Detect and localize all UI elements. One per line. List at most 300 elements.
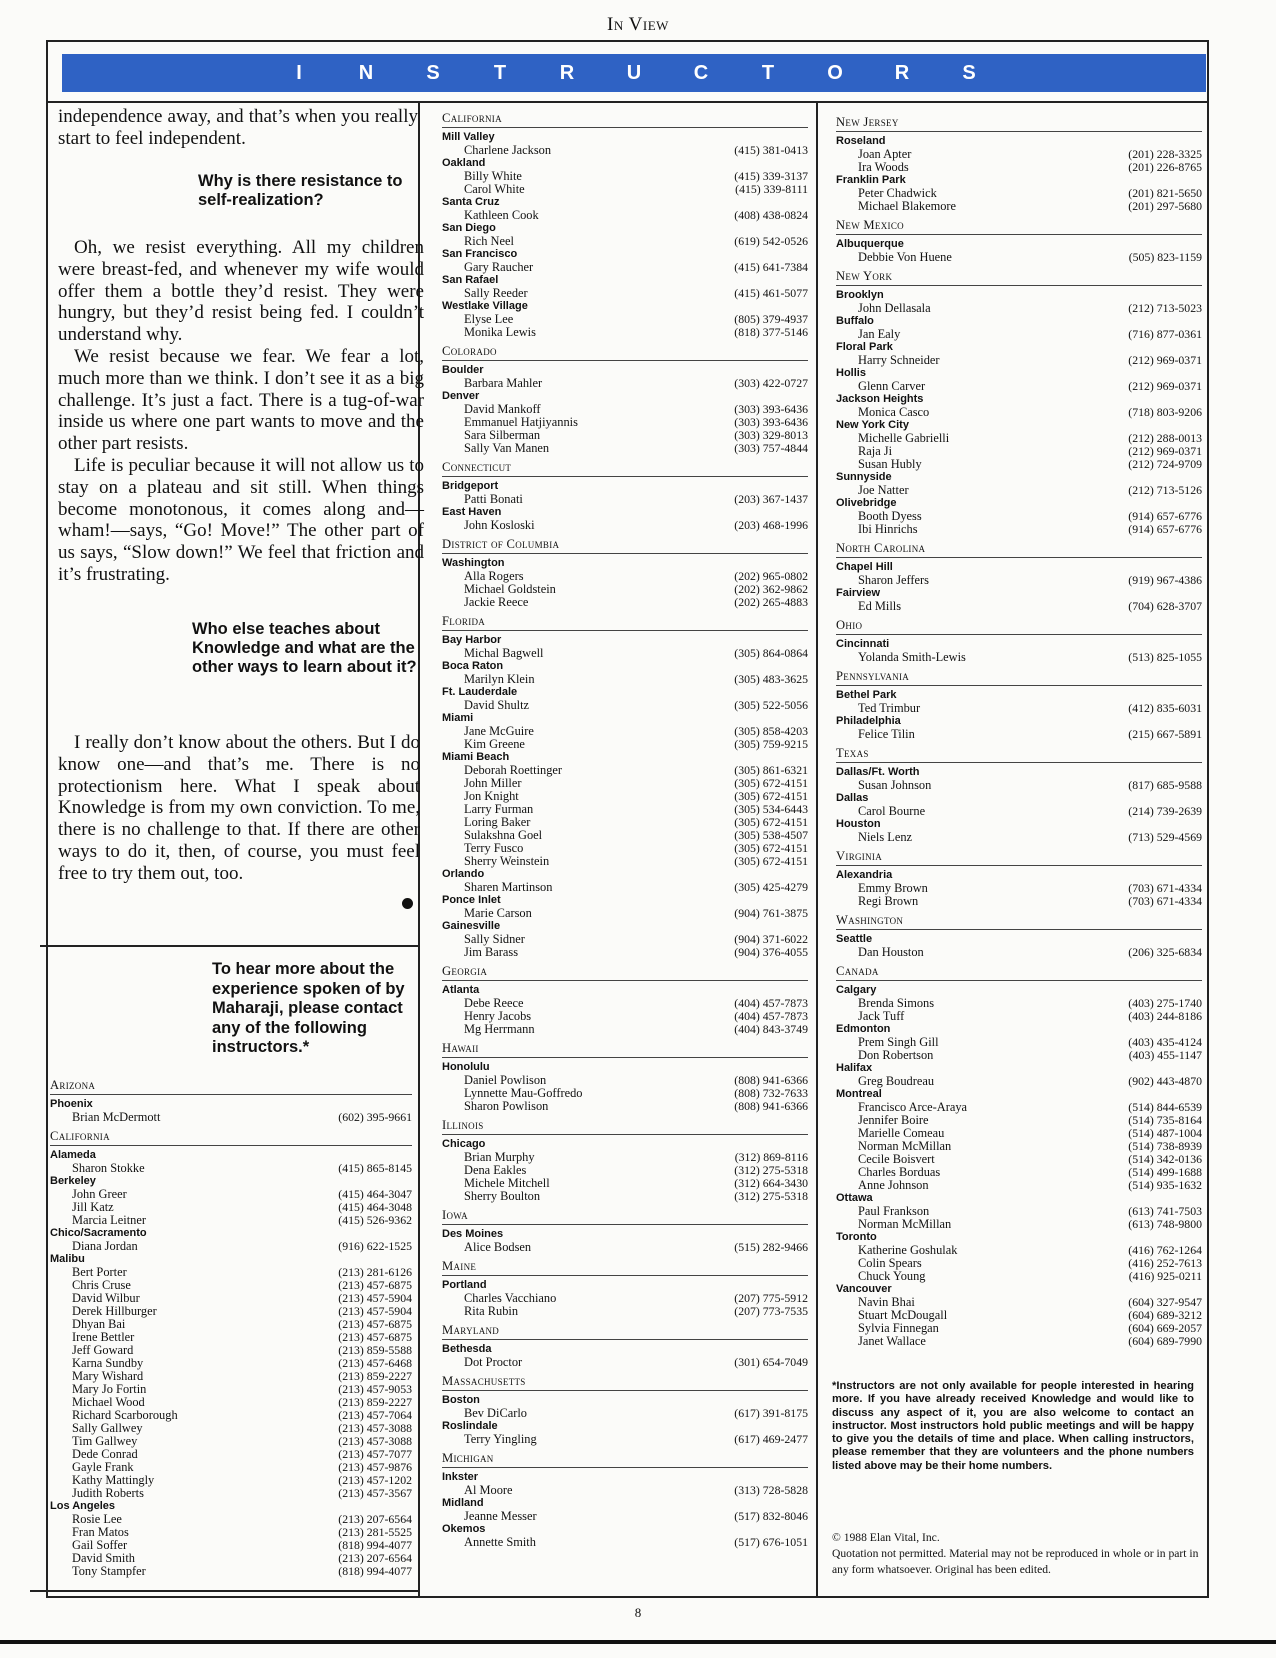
state-heading: California [50,1129,412,1146]
city-heading: Montreal [836,1088,882,1100]
instructor-phone: (305) 858-4203 [734,724,808,738]
instructor-phone: (312) 275-5318 [734,1189,808,1203]
interview-answer [58,732,420,885]
instructor-row [442,261,808,274]
instructor-name: Sharon Jeffers [858,573,929,587]
city-heading: Santa Cruz [442,196,500,208]
city-heading: Dallas/Ft. Worth [836,766,920,778]
city-heading: New York City [836,419,909,431]
city-heading: Albuquerque [836,238,904,250]
instructor-phone: (213) 457-1202 [338,1473,412,1487]
city-heading: Houston [836,818,881,830]
banner-letter: T [493,61,507,84]
instructor-name: Charlene Jackson [464,143,552,157]
instructor-phone: (203) 367-1437 [734,492,808,506]
instructor-name: Michelle Gabrielli [858,431,950,445]
instructor-name: Judith Roberts [72,1486,144,1500]
instructor-phone: (213) 457-5904 [338,1304,412,1318]
instructor-phone: (904) 761-3875 [734,906,808,920]
instructor-name: Al Moore [464,1483,513,1497]
interview-question: Who else teaches about Knowledge and what are the other ways to learn about it? [192,620,417,676]
city-heading: East Haven [442,506,502,518]
instructor-phone: (919) 967-4386 [1128,573,1202,587]
instructor-name: Henry Jacobs [464,1009,532,1023]
city-heading: Halifax [836,1062,873,1074]
instructor-name: Norman McMillan [858,1139,952,1153]
instructor-phone: (602) 395-9661 [338,1110,412,1124]
instructor-phone: (403) 435-4124 [1128,1035,1202,1049]
instructor-phone: (201) 228-3325 [1128,147,1202,161]
instructor-row [442,377,808,390]
instructor-name: Michael Wood [72,1395,145,1409]
instructor-row [442,946,808,959]
instructor-row [442,1433,808,1446]
instructor-phone: (514) 487-1004 [1128,1126,1202,1140]
instructor-name: Ed Mills [858,599,902,613]
instructor-name: Dot Proctor [464,1355,523,1369]
instructor-name: Karna Sundby [72,1356,144,1370]
instructor-phone: (604) 689-7990 [1128,1334,1202,1348]
city-heading: Hollis [836,367,866,379]
instructor-name: Francisco Arce-Araya [858,1100,968,1114]
state-heading: Arizona [50,1078,412,1095]
instructor-name: Patti Bonati [464,492,523,506]
instructor-name: Niels Lenz [858,830,913,844]
instructor-phone: (408) 438-0824 [734,208,808,222]
city-heading: Fairview [836,587,881,599]
copyright-notice [832,1530,1202,1578]
instructor-name: Mary Jo Fortin [72,1382,147,1396]
state-heading: Maryland [442,1323,808,1340]
city-heading: San Francisco [442,248,518,260]
city-heading: Boulder [442,364,484,376]
instructor-phone: (416) 925-0211 [1128,1269,1202,1283]
instructor-name: David Wilbur [72,1291,140,1305]
instructor-row [836,354,1202,367]
interview-paragraph: independence away, and that’s when you really start to feel independent. [58,106,418,149]
instructor-row [50,1111,412,1124]
city-heading: Vancouver [836,1283,892,1295]
instructor-row [50,1240,412,1253]
city-heading: Atlanta [442,984,480,996]
instructor-phone: (213) 859-2227 [338,1369,412,1383]
instructor-phone: (818) 994-4077 [338,1564,412,1578]
city-heading: Midland [442,1497,484,1509]
instructor-name: Tim Gallwey [72,1434,138,1448]
instructor-row [442,1484,808,1497]
city-heading: Roslindale [442,1420,498,1432]
instructor-name: Jeanne Messer [464,1509,537,1523]
instructor-phone: (202) 265-4883 [734,595,808,609]
instructor-name: Lynnette Mau-Goffredo [464,1086,583,1100]
instructor-name: Peter Chadwick [858,186,937,200]
instructor-phone: (213) 859-5588 [338,1343,412,1357]
instructor-row [442,209,808,222]
instructor-row [442,1305,808,1318]
instructor-phone: (416) 252-7613 [1128,1256,1202,1270]
interview-answer [58,237,424,586]
state-heading: Florida [442,614,808,631]
instructor-phone: (213) 457-3088 [338,1421,412,1435]
section-divider [40,945,418,947]
instructors-footnote: *Instructors are not only available for people interested in hearing more. If you have already received Knowledge and would like to discuss any aspect of it, you are also welcome to contact an instructor. Most instructors hold public meetings and will be happy to give you the details of time and place. When calling instructors, please remember that they are volunteers and the phone numbers listed above may be their home numbers. [832,1380,1194,1472]
state-heading: New Mexico [836,218,1202,235]
instructor-name: Sherry Weinstein [464,854,550,868]
instructor-phone: (916) 622-1525 [338,1239,412,1253]
instructor-phone: (514) 499-1688 [1128,1165,1202,1179]
instructor-name: Daniel Powlison [464,1073,547,1087]
instructor-phone: (415) 339-3137 [734,169,808,183]
instructor-phone: (305) 861-6321 [734,763,808,777]
instructor-name: Terry Fusco [464,841,524,855]
instructor-phone: (713) 529-4569 [1128,830,1202,844]
end-mark [402,898,413,909]
city-heading: Denver [442,390,480,402]
instructor-name: Harry Schneider [858,353,940,367]
instructor-phone: (203) 468-1996 [734,518,808,532]
instructor-phone: (212) 969-0371 [1128,353,1202,367]
city-heading: Cincinnati [836,638,890,650]
instructor-name: Gail Soffer [72,1538,128,1552]
instructor-name: Sally Sidner [464,932,525,946]
instructor-name: Bert Porter [72,1265,127,1279]
city-heading: Calgary [836,984,877,996]
city-heading: Oakland [442,157,486,169]
instructor-phone: (515) 282-9466 [734,1240,808,1254]
instructor-phone: (808) 732-7633 [734,1086,808,1100]
instructor-name: Don Robertson [858,1048,934,1062]
instructor-name: Prem Singh Gill [858,1035,939,1049]
instructor-name: Dhyan Bai [72,1317,126,1331]
instructor-phone: (305) 672-4151 [734,776,808,790]
instructor-row [836,1270,1202,1283]
instructor-name: Dede Conrad [72,1447,138,1461]
directory-column [836,110,1202,1348]
instructor-phone: (305) 425-4279 [734,880,808,894]
instructor-phone: (303) 422-0727 [734,376,808,390]
instructor-phone: (305) 672-4151 [734,789,808,803]
banner-letter: R [559,61,575,84]
instructor-name: Jennifer Boire [858,1113,929,1127]
state-heading: Connecticut [442,460,808,477]
instructor-phone: (619) 542-0526 [734,234,808,248]
banner-letter: O [827,61,843,84]
instructor-phone: (207) 775-5912 [734,1291,808,1305]
instructor-name: Regi Brown [858,894,919,908]
instructor-phone: (301) 654-7049 [734,1355,808,1369]
instructor-phone: (403) 275-1740 [1128,996,1202,1010]
instructor-name: Sally Gallwey [72,1421,143,1435]
instructor-row [836,161,1202,174]
instructor-name: Jim Barass [464,945,519,959]
instructor-row [836,1179,1202,1192]
city-heading: Mill Valley [442,131,495,143]
state-heading: Ohio [836,618,1202,635]
instructor-phone: (213) 457-7077 [338,1447,412,1461]
instructor-phone: (718) 803-9206 [1128,405,1202,419]
instructor-name: Jon Knight [464,789,519,803]
instructor-name: Susan Hubly [858,457,922,471]
instructor-row [836,702,1202,715]
instructor-row [442,235,808,248]
instructor-phone: (305) 759-9215 [734,737,808,751]
instructor-name: Michael Blakemore [858,199,957,213]
instructor-row [442,907,808,920]
instructor-row [836,251,1202,264]
instructor-name: Rosie Lee [72,1512,122,1526]
instructor-name: Norman McMillan [858,1217,952,1231]
instructor-phone: (212) 969-0371 [1128,444,1202,458]
interview-paragraph: Life is peculiar because it will not allow us to stay on a plateau and sit still. When things become monotonous, it comes along and—wham!—says, “Go! Move!” The other part of us says, “Slow down!” We feel that friction and it’s frustrating. [58,454,424,585]
city-heading: Olivebridge [836,497,897,509]
instructor-row [442,699,808,712]
instructor-row [836,728,1202,741]
instructor-name: Brian McDermott [72,1110,161,1124]
instructor-phone: (215) 667-5891 [1128,727,1202,741]
instructor-phone: (303) 757-4844 [734,441,808,455]
instructor-phone: (904) 376-4055 [734,945,808,959]
instructor-row [836,380,1202,393]
instructor-phone: (201) 226-8765 [1128,160,1202,174]
instructor-name: Alla Rogers [464,569,524,583]
city-heading: Boca Raton [442,660,504,672]
instructor-row [442,1510,808,1523]
instructor-phone: (415) 464-3048 [338,1200,412,1214]
instructor-phone: (303) 393-6436 [734,415,808,429]
instructor-phone: (415) 381-0413 [734,143,808,157]
instructor-name: Diana Jordan [72,1239,138,1253]
instructor-phone: (213) 457-6875 [338,1317,412,1331]
instructor-name: Dena Eakles [464,1163,527,1177]
instructor-row [836,805,1202,818]
instructor-name: Marie Carson [464,906,532,920]
instructor-phone: (808) 941-6366 [734,1073,808,1087]
column-divider [816,102,818,1598]
instructor-row [836,946,1202,959]
instructor-phone: (214) 739-2639 [1128,804,1202,818]
instructor-name: Kathleen Cook [464,208,539,222]
city-heading: Bay Harbor [442,634,502,646]
instructor-row [442,1241,808,1254]
instructor-row [836,484,1202,497]
instructor-row [836,200,1202,213]
instructor-name: Brian Murphy [464,1150,535,1164]
instructor-phone: (415) 526-9362 [338,1213,412,1227]
instructor-phone: (213) 281-6126 [338,1265,412,1279]
instructor-name: Sharen Martinson [464,880,553,894]
instructor-phone: (212) 724-9709 [1128,457,1202,471]
instructor-name: Monika Lewis [464,325,536,339]
instructor-name: Paul Frankson [858,1204,930,1218]
instructor-phone: (415) 641-7384 [734,260,808,274]
instructor-name: Gayle Frank [72,1460,134,1474]
state-heading: District of Columbia [442,537,808,554]
instructor-phone: (305) 672-4151 [734,854,808,868]
instructor-phone: (213) 281-5525 [338,1525,412,1539]
instructor-phone: (914) 657-6776 [1128,522,1202,536]
instructor-phone: (213) 457-7064 [338,1408,412,1422]
instructor-name: Chuck Young [858,1269,926,1283]
instructor-name: Annette Smith [464,1535,536,1549]
instructor-row [836,1218,1202,1231]
instructor-name: Sherry Boulton [464,1189,541,1203]
instructor-phone: (202) 965-0802 [734,569,808,583]
instructor-name: Michael Goldstein [464,582,556,596]
instructor-row [442,647,808,660]
instructor-row [442,1536,808,1549]
instructor-phone: (517) 676-1051 [734,1535,808,1549]
banner-letter: S [426,61,440,84]
bottom-rule [0,1640,1276,1644]
instructor-phone: (305) 864-0864 [734,646,808,660]
instructor-name: Billy White [464,169,522,183]
city-heading: Buffalo [836,315,874,327]
instructor-name: Elyse Lee [464,312,514,326]
city-heading: Ft. Lauderdale [442,686,518,698]
state-heading: Washington [836,913,1202,930]
instructor-phone: (312) 664-3430 [734,1176,808,1190]
instructor-name: Stuart McDougall [858,1308,948,1322]
instructor-name: Kathy Mattingly [72,1473,155,1487]
instructor-phone: (513) 825-1055 [1128,650,1202,664]
instructor-name: Ted Trimbur [858,701,921,715]
state-heading: Iowa [442,1208,808,1225]
banner-letter: T [761,61,775,84]
state-heading: Virginia [836,849,1202,866]
instructor-row [836,328,1202,341]
city-heading: Bridgeport [442,480,499,492]
instructor-phone: (415) 339-8111 [735,182,808,196]
instructor-phone: (313) 728-5828 [734,1483,808,1497]
instructor-name: Glenn Carver [858,379,926,393]
instructor-phone: (617) 469-2477 [734,1432,808,1446]
instructor-name: Sharon Powlison [464,1099,549,1113]
interview-paragraph: We resist because we fear. We fear a lot, much more than we think. I don’t see it as a big challenge. It’s just a fact. There is a tug-of-war inside us where one part wants to move and the other part resists. [58,345,424,455]
instructor-phone: (206) 325-6834 [1128,945,1202,959]
instructor-row [836,1049,1202,1062]
instructor-row [836,1335,1202,1348]
city-heading: Toronto [836,1231,877,1243]
instructor-row [442,673,808,686]
instructor-name: Irene Bettler [72,1330,135,1344]
city-heading: Des Moines [442,1228,504,1240]
instructor-phone: (213) 207-6564 [338,1551,412,1565]
instructor-row [442,1190,808,1203]
interview-question: Why is there resistance to self-realization? [198,172,403,209]
instructor-name: Katherine Goshulak [858,1243,958,1257]
instructor-phone: (808) 941-6366 [734,1099,808,1113]
state-heading: Colorado [442,344,808,361]
interview-paragraph: Oh, we resist everything. All my children were breast-fed, and whenever my wife would offer them a bottle they’d resist. They were hungry, but they’d resist being fed. I couldn’t understand why. [58,237,424,346]
instructor-phone: (514) 844-6539 [1128,1100,1202,1114]
instructor-row [836,600,1202,613]
instructor-row [442,738,808,751]
instructor-name: Brenda Simons [858,996,935,1010]
instructor-row [836,1010,1202,1023]
instructor-row [50,1162,412,1175]
instructor-name: Marilyn Klein [464,672,535,686]
state-heading: Georgia [442,964,808,981]
banner-rule [46,101,1209,103]
instructor-name: Joan Apter [858,147,912,161]
instructor-phone: (415) 865-8145 [338,1161,412,1175]
instructor-row [442,596,808,609]
instructor-phone: (212) 969-0371 [1128,379,1202,393]
city-heading: Malibu [50,1253,85,1265]
instructor-name: Emmanuel Hatjiyannis [464,415,578,429]
city-heading: Chicago [442,1138,486,1150]
instructor-name: Larry Furman [464,802,534,816]
instructor-name: Janet Wallace [858,1334,926,1348]
instructor-name: David Mankoff [464,402,541,416]
instructor-name: Carol White [464,182,525,196]
instructor-name: Loring Baker [464,815,531,829]
city-heading: Gainesville [442,920,501,932]
instructor-name: Deborah Roettinger [464,763,563,777]
instructor-phone: (604) 669-2057 [1128,1321,1202,1335]
instructor-row [836,458,1202,471]
state-heading: Texas [836,746,1202,763]
copyright-line: © 1988 Elan Vital, Inc. [832,1531,940,1544]
instructor-phone: (818) 377-5146 [734,325,808,339]
instructor-name: Tony Stampfer [72,1564,146,1578]
city-heading: Orlando [442,868,485,880]
instructor-name: Joe Natter [858,483,909,497]
instructor-name: Felice Tilin [858,727,915,741]
instructor-name: Dan Houston [858,945,924,959]
instructor-row [836,779,1202,792]
state-heading: New York [836,269,1202,286]
copyright-line: Quotation not permitted. Material may not be reproduced in whole or in part in any form whatsoever. Original has been edited. [832,1547,1199,1576]
instructor-row [836,831,1202,844]
state-heading: Hawaii [442,1041,808,1058]
contact-prompt: To hear more about the experience spoken of by Maharaji, please contact any of the following instructors.* [212,960,405,1056]
instructor-name: John Kosloski [464,518,535,532]
state-heading: Illinois [442,1118,808,1135]
instructor-phone: (914) 657-6776 [1128,509,1202,523]
city-heading: Chapel Hill [836,561,893,573]
state-heading: Massachusetts [442,1374,808,1391]
instructor-row [836,1075,1202,1088]
city-heading: Honolulu [442,1061,490,1073]
directory-column [50,1073,412,1578]
instructor-row [442,326,808,339]
instructor-phone: (213) 457-5904 [338,1291,412,1305]
city-heading: Okemos [442,1523,486,1535]
instructors-banner [62,54,1206,92]
instructor-name: Jane McGuire [464,724,534,738]
instructor-row [836,651,1202,664]
state-heading: North Carolina [836,541,1202,558]
city-heading: Chico/Sacramento [50,1227,147,1239]
instructor-name: David Shultz [464,698,530,712]
instructor-name: Michal Bagwell [464,646,544,660]
city-heading: Brooklyn [836,289,884,301]
instructor-name: Fran Matos [72,1525,129,1539]
instructor-phone: (818) 994-4077 [338,1538,412,1552]
instructor-row [836,895,1202,908]
instructor-row [442,1356,808,1369]
instructor-name: Yolanda Smith-Lewis [858,650,966,664]
city-heading: Miami [442,712,474,724]
instructor-name: Mg Herrmann [464,1022,535,1036]
instructor-phone: (817) 685-9588 [1128,778,1202,792]
instructor-name: Chris Cruse [72,1278,131,1292]
city-heading: Washington [442,557,505,569]
instructor-phone: (404) 457-7873 [734,1009,808,1023]
instructor-phone: (212) 288-0013 [1128,431,1202,445]
state-heading: Maine [442,1259,808,1276]
